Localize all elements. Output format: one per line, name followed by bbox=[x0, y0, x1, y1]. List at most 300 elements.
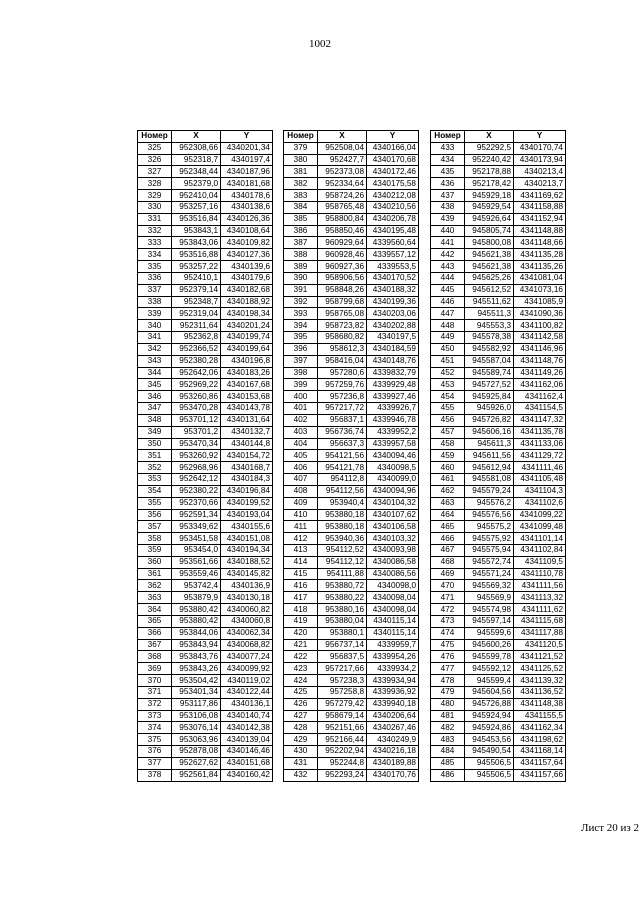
table-row bbox=[284, 544, 419, 556]
point-number-cell: 384 bbox=[284, 201, 318, 213]
x-coordinate-cell: 953106,08 bbox=[172, 710, 221, 722]
point-number-cell: 452 bbox=[431, 367, 465, 379]
point-number-cell: 482 bbox=[431, 722, 465, 734]
table-row bbox=[138, 190, 273, 202]
point-number-cell: 423 bbox=[284, 663, 318, 675]
point-number-cell: 405 bbox=[284, 450, 318, 462]
y-coordinate-cell: 4341146,96 bbox=[514, 343, 566, 355]
x-coordinate-cell: 953260,92 bbox=[172, 450, 221, 462]
table-row bbox=[284, 320, 419, 332]
table-row bbox=[284, 474, 419, 486]
x-coordinate-cell: 953470,34 bbox=[172, 438, 221, 450]
x-coordinate-cell: 952969,22 bbox=[172, 379, 221, 391]
y-coordinate-cell: 4340119,02 bbox=[221, 675, 273, 687]
y-coordinate-cell: 4340199,74 bbox=[221, 332, 273, 344]
point-number-cell: 421 bbox=[284, 639, 318, 651]
x-coordinate-cell: 945800,08 bbox=[465, 237, 514, 249]
y-coordinate-cell: 4340199,64 bbox=[221, 343, 273, 355]
x-coordinate-cell: 945575,92 bbox=[465, 533, 514, 545]
x-coordinate-cell: 945506,5 bbox=[465, 769, 514, 781]
point-number-cell: 461 bbox=[431, 474, 465, 486]
table-row bbox=[431, 580, 566, 592]
x-coordinate-cell: 953843,06 bbox=[172, 237, 221, 249]
x-coordinate-cell: 956837,5 bbox=[318, 651, 367, 663]
point-number-cell: 354 bbox=[138, 485, 172, 497]
point-number-cell: 476 bbox=[431, 651, 465, 663]
x-coordinate-cell: 952380,28 bbox=[172, 355, 221, 367]
x-coordinate-cell: 945726,82 bbox=[465, 414, 514, 426]
point-number-cell: 388 bbox=[284, 249, 318, 261]
table-row bbox=[138, 142, 273, 154]
point-number-cell: 449 bbox=[431, 332, 465, 344]
table-row bbox=[284, 509, 419, 521]
header-number: Номер bbox=[431, 131, 465, 143]
point-number-cell: 329 bbox=[138, 190, 172, 202]
table-row bbox=[431, 391, 566, 403]
x-coordinate-cell: 958765,48 bbox=[318, 201, 367, 213]
x-coordinate-cell: 952642,12 bbox=[172, 474, 221, 486]
header-y: Y bbox=[514, 131, 566, 143]
table-row bbox=[138, 734, 273, 746]
point-number-cell: 380 bbox=[284, 154, 318, 166]
table-row bbox=[431, 201, 566, 213]
table-row bbox=[284, 308, 419, 320]
point-number-cell: 438 bbox=[431, 201, 465, 213]
x-coordinate-cell: 945621,38 bbox=[465, 261, 514, 273]
table-row bbox=[138, 237, 273, 249]
y-coordinate-cell: 4340099,92 bbox=[221, 663, 273, 675]
point-number-cell: 345 bbox=[138, 379, 172, 391]
point-number-cell: 471 bbox=[431, 592, 465, 604]
header-number: Номер bbox=[284, 131, 318, 143]
point-number-cell: 401 bbox=[284, 403, 318, 415]
sheet-footer: Лист 20 из 2 bbox=[581, 822, 640, 834]
table-row bbox=[138, 367, 273, 379]
point-number-cell: 443 bbox=[431, 261, 465, 273]
point-number-cell: 470 bbox=[431, 580, 465, 592]
x-coordinate-cell: 952370,66 bbox=[172, 497, 221, 509]
y-coordinate-cell: 4340139,6 bbox=[221, 261, 273, 273]
table-row bbox=[138, 462, 273, 474]
point-number-cell: 413 bbox=[284, 544, 318, 556]
point-number-cell: 426 bbox=[284, 698, 318, 710]
table-row bbox=[284, 438, 419, 450]
point-number-cell: 454 bbox=[431, 391, 465, 403]
point-number-cell: 468 bbox=[431, 556, 465, 568]
y-coordinate-cell: 4339946,78 bbox=[367, 414, 419, 426]
x-coordinate-cell: 953701,12 bbox=[172, 414, 221, 426]
table-row bbox=[431, 722, 566, 734]
y-coordinate-cell: 4340094,96 bbox=[367, 485, 419, 497]
y-coordinate-cell: 4340184,3 bbox=[221, 474, 273, 486]
y-coordinate-cell: 4339959,7 bbox=[367, 639, 419, 651]
table-row bbox=[138, 509, 273, 521]
table-row bbox=[284, 521, 419, 533]
table-row bbox=[431, 734, 566, 746]
x-coordinate-cell: 945592,12 bbox=[465, 663, 514, 675]
point-number-cell: 395 bbox=[284, 332, 318, 344]
x-coordinate-cell: 953880,04 bbox=[318, 615, 367, 627]
y-coordinate-cell: 4340146,46 bbox=[221, 746, 273, 758]
table-row bbox=[284, 178, 419, 190]
x-coordinate-cell: 945574,98 bbox=[465, 604, 514, 616]
table-row bbox=[431, 261, 566, 273]
table-row bbox=[284, 462, 419, 474]
x-coordinate-cell: 952202,94 bbox=[318, 746, 367, 758]
x-coordinate-cell: 945490,54 bbox=[465, 746, 514, 758]
x-coordinate-cell: 945606,16 bbox=[465, 426, 514, 438]
table-row bbox=[431, 509, 566, 521]
point-number-cell: 431 bbox=[284, 757, 318, 769]
point-number-cell: 412 bbox=[284, 533, 318, 545]
y-coordinate-cell: 4340151,68 bbox=[221, 757, 273, 769]
table-row bbox=[431, 142, 566, 154]
point-number-cell: 363 bbox=[138, 592, 172, 604]
point-number-cell: 340 bbox=[138, 320, 172, 332]
table-row bbox=[284, 355, 419, 367]
point-number-cell: 327 bbox=[138, 166, 172, 178]
x-coordinate-cell: 957258,8 bbox=[318, 686, 367, 698]
point-number-cell: 358 bbox=[138, 533, 172, 545]
x-coordinate-cell: 953879,9 bbox=[172, 592, 221, 604]
x-coordinate-cell: 953843,76 bbox=[172, 651, 221, 663]
point-number-cell: 456 bbox=[431, 414, 465, 426]
table-row bbox=[284, 580, 419, 592]
table-row bbox=[138, 497, 273, 509]
x-coordinate-cell: 954121,78 bbox=[318, 462, 367, 474]
point-number-cell: 362 bbox=[138, 580, 172, 592]
point-number-cell: 325 bbox=[138, 142, 172, 154]
x-coordinate-cell: 945929,18 bbox=[465, 190, 514, 202]
table-row bbox=[431, 462, 566, 474]
x-coordinate-cell: 945612,52 bbox=[465, 284, 514, 296]
y-coordinate-cell: 4340098,0 bbox=[367, 580, 419, 592]
y-coordinate-cell: 4340188,92 bbox=[221, 296, 273, 308]
point-number-cell: 467 bbox=[431, 544, 465, 556]
point-number-cell: 464 bbox=[431, 509, 465, 521]
point-number-cell: 342 bbox=[138, 343, 172, 355]
y-coordinate-cell: 4340194,34 bbox=[221, 544, 273, 556]
x-coordinate-cell: 945625,26 bbox=[465, 272, 514, 284]
y-coordinate-cell: 4340098,5 bbox=[367, 462, 419, 474]
y-coordinate-cell: 4341099,48 bbox=[514, 521, 566, 533]
y-coordinate-cell: 4340062,34 bbox=[221, 627, 273, 639]
x-coordinate-cell: 960929,64 bbox=[318, 237, 367, 249]
point-number-cell: 410 bbox=[284, 509, 318, 521]
x-coordinate-cell: 958906,56 bbox=[318, 272, 367, 284]
y-coordinate-cell: 4340160,42 bbox=[221, 769, 273, 781]
point-number-cell: 365 bbox=[138, 615, 172, 627]
point-number-cell: 466 bbox=[431, 533, 465, 545]
y-coordinate-cell: 4341149,26 bbox=[514, 367, 566, 379]
y-coordinate-cell: 4340136,1 bbox=[221, 698, 273, 710]
x-coordinate-cell: 954111,88 bbox=[318, 568, 367, 580]
point-number-cell: 381 bbox=[284, 166, 318, 178]
table-row bbox=[431, 746, 566, 758]
y-coordinate-cell: 4340195,48 bbox=[367, 225, 419, 237]
y-coordinate-cell: 4341142,58 bbox=[514, 332, 566, 344]
x-coordinate-cell: 945926,0 bbox=[465, 403, 514, 415]
table-row bbox=[431, 379, 566, 391]
point-number-cell: 391 bbox=[284, 284, 318, 296]
y-coordinate-cell: 4340170,76 bbox=[367, 769, 419, 781]
y-coordinate-cell: 4341148,76 bbox=[514, 355, 566, 367]
y-coordinate-cell: 4341105,48 bbox=[514, 474, 566, 486]
table-row bbox=[138, 332, 273, 344]
y-coordinate-cell: 4340143,78 bbox=[221, 403, 273, 415]
y-coordinate-cell: 4341152,94 bbox=[514, 213, 566, 225]
table-row bbox=[431, 343, 566, 355]
table-row bbox=[284, 332, 419, 344]
table-row bbox=[431, 320, 566, 332]
x-coordinate-cell: 956637,3 bbox=[318, 438, 367, 450]
x-coordinate-cell: 958679,14 bbox=[318, 710, 367, 722]
x-coordinate-cell: 958416,04 bbox=[318, 355, 367, 367]
point-number-cell: 460 bbox=[431, 462, 465, 474]
table-header-row bbox=[138, 131, 273, 143]
point-number-cell: 341 bbox=[138, 332, 172, 344]
table-row bbox=[284, 769, 419, 781]
table-row bbox=[138, 663, 273, 675]
point-number-cell: 465 bbox=[431, 521, 465, 533]
header-number: Номер bbox=[138, 131, 172, 143]
y-coordinate-cell: 4341109,5 bbox=[514, 556, 566, 568]
table-row bbox=[431, 178, 566, 190]
y-coordinate-cell: 4340170,74 bbox=[514, 142, 566, 154]
point-number-cell: 403 bbox=[284, 426, 318, 438]
x-coordinate-cell: 952410,04 bbox=[172, 190, 221, 202]
table-row bbox=[431, 225, 566, 237]
table-row bbox=[138, 686, 273, 698]
x-coordinate-cell: 956736,74 bbox=[318, 426, 367, 438]
y-coordinate-cell: 4340122,44 bbox=[221, 686, 273, 698]
y-coordinate-cell: 4340104,32 bbox=[367, 497, 419, 509]
table-row bbox=[284, 485, 419, 497]
point-number-cell: 483 bbox=[431, 734, 465, 746]
y-coordinate-cell: 4340212,08 bbox=[367, 190, 419, 202]
x-coordinate-cell: 945621,38 bbox=[465, 249, 514, 261]
y-coordinate-cell: 4341081,04 bbox=[514, 272, 566, 284]
x-coordinate-cell: 945726,88 bbox=[465, 698, 514, 710]
table-row bbox=[431, 284, 566, 296]
x-coordinate-cell: 953451,58 bbox=[172, 533, 221, 545]
table-row bbox=[284, 261, 419, 273]
x-coordinate-cell: 952380,22 bbox=[172, 485, 221, 497]
table-row bbox=[284, 201, 419, 213]
point-number-cell: 383 bbox=[284, 190, 318, 202]
point-number-cell: 348 bbox=[138, 414, 172, 426]
table-row bbox=[431, 403, 566, 415]
point-number-cell: 398 bbox=[284, 367, 318, 379]
y-coordinate-cell: 4340213,4 bbox=[514, 166, 566, 178]
table-row bbox=[431, 237, 566, 249]
header-x: X bbox=[172, 131, 221, 143]
y-coordinate-cell: 4340201,24 bbox=[221, 320, 273, 332]
table-row bbox=[138, 615, 273, 627]
point-number-cell: 373 bbox=[138, 710, 172, 722]
y-coordinate-cell: 4340216,18 bbox=[367, 746, 419, 758]
y-coordinate-cell: 4340197,4 bbox=[221, 154, 273, 166]
point-number-cell: 400 bbox=[284, 391, 318, 403]
table-row bbox=[431, 639, 566, 651]
y-coordinate-cell: 4340145,82 bbox=[221, 568, 273, 580]
x-coordinate-cell: 945511,3 bbox=[465, 308, 514, 320]
y-coordinate-cell: 4340108,64 bbox=[221, 225, 273, 237]
point-number-cell: 408 bbox=[284, 485, 318, 497]
table-row bbox=[284, 225, 419, 237]
x-coordinate-cell: 953880,18 bbox=[318, 509, 367, 521]
point-number-cell: 374 bbox=[138, 722, 172, 734]
table-row bbox=[284, 604, 419, 616]
table-row bbox=[138, 710, 273, 722]
x-coordinate-cell: 945599,78 bbox=[465, 651, 514, 663]
x-coordinate-cell: 952627,62 bbox=[172, 757, 221, 769]
point-number-cell: 334 bbox=[138, 249, 172, 261]
x-coordinate-cell: 953843,94 bbox=[172, 639, 221, 651]
x-coordinate-cell: 954112,52 bbox=[318, 544, 367, 556]
point-number-cell: 332 bbox=[138, 225, 172, 237]
y-coordinate-cell: 4339940,18 bbox=[367, 698, 419, 710]
table-row bbox=[138, 627, 273, 639]
y-coordinate-cell: 4341111,62 bbox=[514, 604, 566, 616]
table-row bbox=[431, 497, 566, 509]
y-coordinate-cell: 4339957,58 bbox=[367, 438, 419, 450]
point-number-cell: 333 bbox=[138, 237, 172, 249]
point-number-cell: 435 bbox=[431, 166, 465, 178]
table-row bbox=[431, 367, 566, 379]
y-coordinate-cell: 4339934,2 bbox=[367, 663, 419, 675]
point-number-cell: 477 bbox=[431, 663, 465, 675]
y-coordinate-cell: 4340206,78 bbox=[367, 213, 419, 225]
point-number-cell: 352 bbox=[138, 462, 172, 474]
y-coordinate-cell: 4339557,12 bbox=[367, 249, 419, 261]
table-row bbox=[138, 178, 273, 190]
x-coordinate-cell: 945571,24 bbox=[465, 568, 514, 580]
y-coordinate-cell: 4341136,52 bbox=[514, 686, 566, 698]
point-number-cell: 339 bbox=[138, 308, 172, 320]
y-coordinate-cell: 4341198,62 bbox=[514, 734, 566, 746]
y-coordinate-cell: 4341115,68 bbox=[514, 615, 566, 627]
table-row bbox=[138, 474, 273, 486]
x-coordinate-cell: 953063,96 bbox=[172, 734, 221, 746]
x-coordinate-cell: 952373,08 bbox=[318, 166, 367, 178]
x-coordinate-cell: 958680,82 bbox=[318, 332, 367, 344]
y-coordinate-cell: 4340172,46 bbox=[367, 166, 419, 178]
table-row bbox=[284, 296, 419, 308]
point-number-cell: 361 bbox=[138, 568, 172, 580]
table-row bbox=[138, 154, 273, 166]
point-number-cell: 418 bbox=[284, 604, 318, 616]
table-row bbox=[431, 651, 566, 663]
point-number-cell: 379 bbox=[284, 142, 318, 154]
y-coordinate-cell: 4341135,26 bbox=[514, 261, 566, 273]
table-row bbox=[138, 296, 273, 308]
y-coordinate-cell: 4340179,6 bbox=[221, 272, 273, 284]
point-number-cell: 389 bbox=[284, 261, 318, 273]
x-coordinate-cell: 958799,68 bbox=[318, 296, 367, 308]
x-coordinate-cell: 954112,56 bbox=[318, 485, 367, 497]
table-row bbox=[138, 438, 273, 450]
point-number-cell: 344 bbox=[138, 367, 172, 379]
y-coordinate-cell: 4341157,64 bbox=[514, 757, 566, 769]
x-coordinate-cell: 945579,24 bbox=[465, 485, 514, 497]
x-coordinate-cell: 953257,16 bbox=[172, 201, 221, 213]
x-coordinate-cell: 953880,16 bbox=[318, 604, 367, 616]
table-row bbox=[138, 414, 273, 426]
y-coordinate-cell: 4339553,5 bbox=[367, 261, 419, 273]
x-coordinate-cell: 945575,94 bbox=[465, 544, 514, 556]
point-number-cell: 359 bbox=[138, 544, 172, 556]
x-coordinate-cell: 952878,08 bbox=[172, 746, 221, 758]
x-coordinate-cell: 945582,92 bbox=[465, 343, 514, 355]
y-coordinate-cell: 4341121,52 bbox=[514, 651, 566, 663]
y-coordinate-cell: 4340181,68 bbox=[221, 178, 273, 190]
table-row bbox=[431, 414, 566, 426]
point-number-cell: 448 bbox=[431, 320, 465, 332]
y-coordinate-cell: 4339952,2 bbox=[367, 426, 419, 438]
table-header-row bbox=[431, 131, 566, 143]
point-number-cell: 406 bbox=[284, 462, 318, 474]
point-number-cell: 486 bbox=[431, 769, 465, 781]
x-coordinate-cell: 945553,3 bbox=[465, 320, 514, 332]
x-coordinate-cell: 952178,42 bbox=[465, 178, 514, 190]
table-row bbox=[284, 556, 419, 568]
y-coordinate-cell: 4340183,26 bbox=[221, 367, 273, 379]
table-row bbox=[138, 580, 273, 592]
y-coordinate-cell: 4339560,64 bbox=[367, 237, 419, 249]
table-row bbox=[138, 521, 273, 533]
y-coordinate-cell: 4340107,62 bbox=[367, 509, 419, 521]
y-coordinate-cell: 4340202,88 bbox=[367, 320, 419, 332]
x-coordinate-cell: 945805,74 bbox=[465, 225, 514, 237]
table-row bbox=[431, 485, 566, 497]
y-coordinate-cell: 4340193,04 bbox=[221, 509, 273, 521]
table-row bbox=[138, 343, 273, 355]
x-coordinate-cell: 953559,46 bbox=[172, 568, 221, 580]
table-row bbox=[284, 651, 419, 663]
point-number-cell: 369 bbox=[138, 663, 172, 675]
header-x: X bbox=[318, 131, 367, 143]
table-row bbox=[284, 710, 419, 722]
x-coordinate-cell: 952642,06 bbox=[172, 367, 221, 379]
y-coordinate-cell: 4339832,79 bbox=[367, 367, 419, 379]
table-row bbox=[284, 414, 419, 426]
y-coordinate-cell: 4341148,88 bbox=[514, 225, 566, 237]
table-row bbox=[431, 355, 566, 367]
table-row bbox=[431, 698, 566, 710]
y-coordinate-cell: 4340139,04 bbox=[221, 734, 273, 746]
point-number-cell: 419 bbox=[284, 615, 318, 627]
y-coordinate-cell: 4340199,36 bbox=[367, 296, 419, 308]
y-coordinate-cell: 4340184,59 bbox=[367, 343, 419, 355]
y-coordinate-cell: 4340060,8 bbox=[221, 615, 273, 627]
table-row bbox=[138, 556, 273, 568]
point-number-cell: 399 bbox=[284, 379, 318, 391]
table-row bbox=[431, 675, 566, 687]
point-number-cell: 387 bbox=[284, 237, 318, 249]
point-number-cell: 444 bbox=[431, 272, 465, 284]
y-coordinate-cell: 4340175,58 bbox=[367, 178, 419, 190]
y-coordinate-cell: 4341113,32 bbox=[514, 592, 566, 604]
x-coordinate-cell: 953742,4 bbox=[172, 580, 221, 592]
table-row bbox=[284, 166, 419, 178]
y-coordinate-cell: 4341168,14 bbox=[514, 746, 566, 758]
x-coordinate-cell: 945727,52 bbox=[465, 379, 514, 391]
x-coordinate-cell: 958612,3 bbox=[318, 343, 367, 355]
table-row bbox=[284, 284, 419, 296]
table-row bbox=[431, 308, 566, 320]
table-row bbox=[138, 225, 273, 237]
